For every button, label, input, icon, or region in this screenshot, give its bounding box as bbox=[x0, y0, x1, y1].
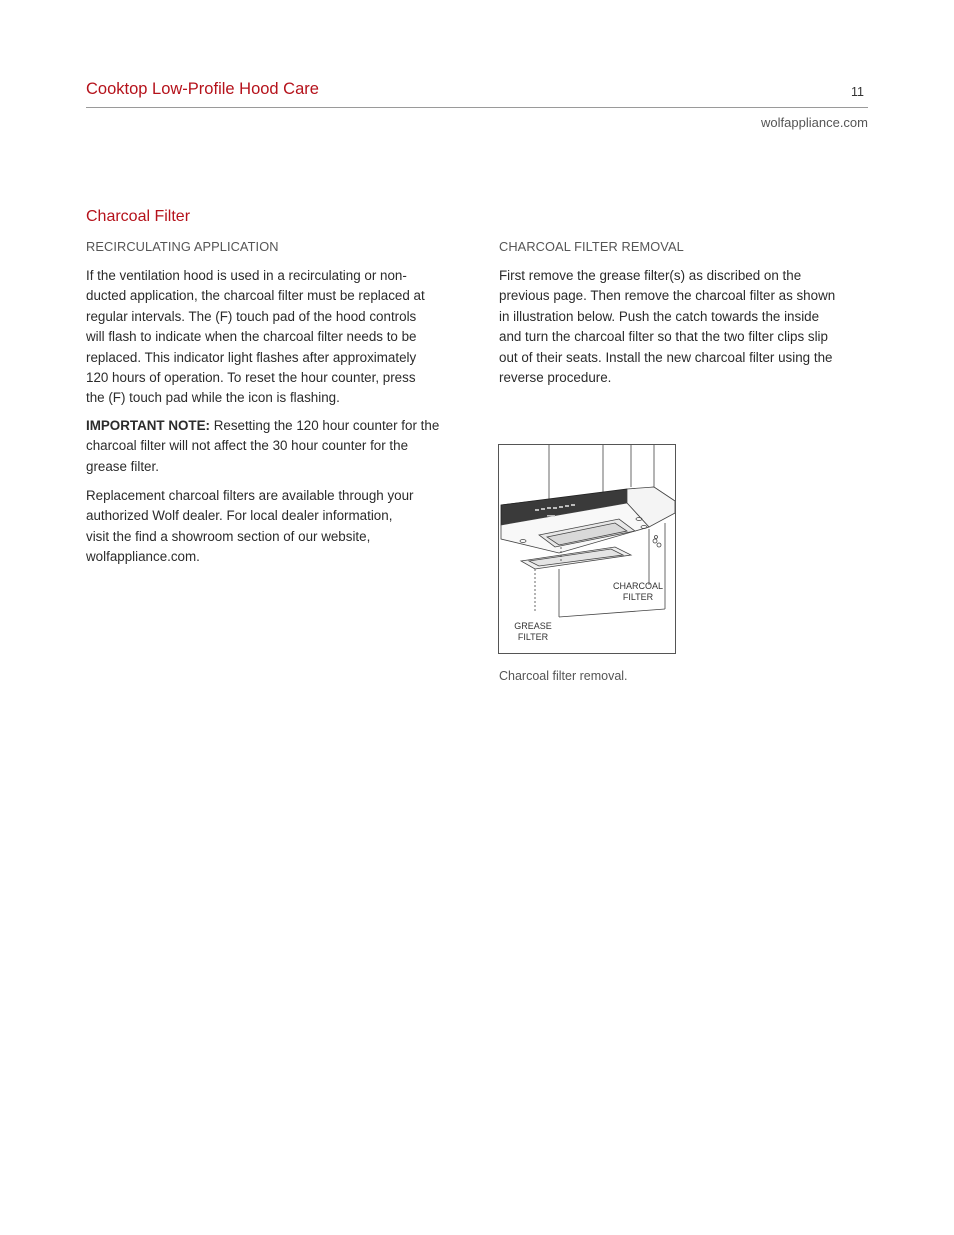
label-line: FILTER bbox=[517, 632, 549, 642]
label-line: GREASE bbox=[514, 621, 552, 631]
text-line: replaced. This indicator light flashes after approximately bbox=[86, 349, 417, 365]
figure-caption: Charcoal filter removal. bbox=[499, 669, 628, 683]
text-line: previous page. Then remove the charcoal filter as shown bbox=[499, 288, 836, 304]
right-subhead: CHARCOAL FILTER REMOVAL bbox=[499, 239, 684, 254]
left-subhead: RECIRCULATING APPLICATION bbox=[86, 239, 279, 254]
text-line: authorized Wolf dealer. For local dealer information, bbox=[86, 508, 393, 524]
text-line: regular intervals. The (F) touch pad of the hood controls bbox=[86, 308, 417, 324]
text-line: wolfappliance.com. bbox=[86, 549, 200, 565]
header-title: Cooktop Low-Profile Hood Care bbox=[86, 80, 319, 98]
text-line bbox=[86, 416, 468, 436]
label-line: FILTER bbox=[622, 592, 654, 602]
section-title: Charcoal Filter bbox=[86, 208, 191, 225]
important-note-paragraph bbox=[86, 416, 468, 477]
text-line: reverse procedure. bbox=[499, 370, 612, 386]
grease-filter-label bbox=[505, 621, 561, 643]
text-line: If the ventilation hood is used in a recirculating or non- bbox=[86, 268, 407, 283]
text-line: the (F) touch pad while the icon is flashing. bbox=[86, 390, 340, 406]
text-line: 120 hours of operation. To reset the hour counter, press bbox=[86, 370, 416, 386]
recirculating-paragraph bbox=[86, 266, 468, 409]
note-text: Resetting the 120 hour counter for the bbox=[209, 418, 440, 433]
text-line: ducted application, the charcoal filter must be replaced at bbox=[86, 288, 425, 304]
text-line: out of their seats. Install the new charcoal filter using the bbox=[499, 349, 833, 365]
text-line: Replacement charcoal filters are available through your bbox=[86, 488, 414, 503]
removal-paragraph bbox=[499, 266, 869, 388]
page-number: 11 bbox=[851, 85, 864, 99]
text-line: will flash to indicate when the charcoal filter needs to be bbox=[86, 329, 417, 345]
text-line: charcoal filter will not affect the 30 hour counter for the bbox=[86, 438, 409, 454]
text-line: in illustration below. Push the catch towards the inside bbox=[499, 308, 820, 324]
text-line: and turn the charcoal filter so that the two filter clips slip bbox=[499, 329, 828, 345]
label-line: CHARCOAL bbox=[612, 581, 663, 591]
text-line: grease filter. bbox=[86, 458, 159, 474]
charcoal-filter-label bbox=[603, 581, 673, 603]
replacement-paragraph bbox=[86, 486, 468, 568]
website-link[interactable]: wolfappliance.com bbox=[761, 115, 868, 130]
hood-illustration bbox=[498, 444, 676, 654]
header-divider bbox=[86, 107, 868, 108]
text-line: visit the find a showroom section of our website, bbox=[86, 528, 371, 544]
important-note-label: IMPORTANT NOTE: bbox=[86, 418, 210, 433]
text-line: First remove the grease filter(s) as discribed on the bbox=[499, 268, 802, 283]
